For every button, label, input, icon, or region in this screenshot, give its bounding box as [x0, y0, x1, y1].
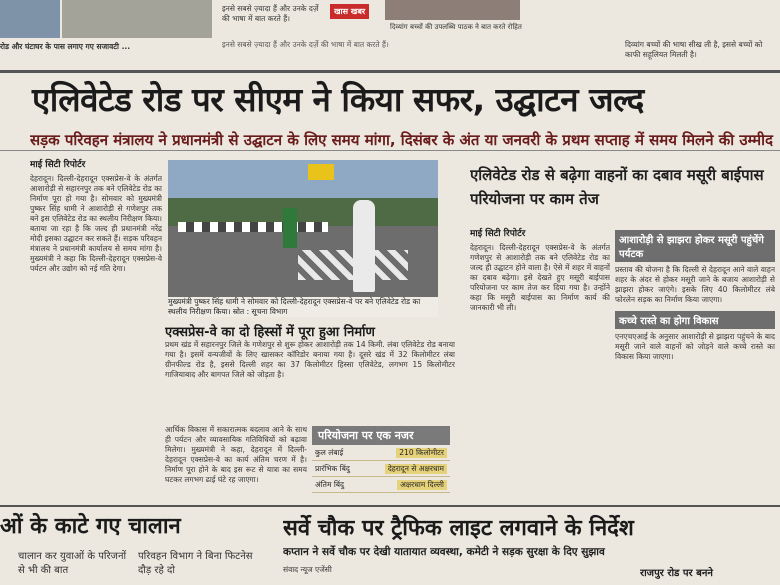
top-left-line: रोड और घंटाघर के पास लगाए गए सजावटी ...: [0, 42, 131, 51]
project-table: [312, 445, 450, 493]
left-body: देहरादून। दिल्ली-देहरादून एक्सप्रेस-वे के अंतर्गत आशारोड़ी से सहारनपुर तक बने एलिवेटेड रोड का निर्माण पूरा हो गया है। सोमवार को मुख्यमंत्री पुष्कर सिंह धामी ने आशारोड़ी से गणेशपुर तक बने इस एलिवेटेड रोड का स्थलीय निरीक्षण किया। बताया जा रहा है कि जल्द ही प्रधानमंत्री नरेंद्र मोदी इसका उद्घाटन कर सकते हैं। सड़क परिवहन मंत्रालय ने प्रधानमंत्री कार्यालय से समय मांगा है। मुख्यमंत्री ने कहा कि दिल्ली-देहरादून एक्सप्रेस-वे पर्यटन और उद्योग को नई गति देगा।: [30, 174, 162, 273]
right-box: [615, 230, 775, 500]
table-row: कुल लंबाई 210 किलोमीटर: [312, 445, 450, 461]
top-mid-snippet: इनसे सबसे ज़्यादा हैं और उनके दर्ज़े की भाषा में बात करते हैं।: [222, 4, 319, 23]
cm-inspection-photo: [168, 160, 438, 310]
bottom-right-headline: सर्वे चौक पर ट्रैफिक लाइट लगवाने के निर्देश: [283, 516, 634, 541]
table-row: प्रारंभिक बिंदु देहरादून से अक्षरधाम: [312, 461, 450, 477]
bottom-right-byline: संवाद न्यूज एजेंसी: [283, 565, 332, 574]
main-headline: एलिवेटेड रोड पर सीएम ने किया सफर, उद्घाटन जल्द: [32, 80, 644, 119]
project-box-title: परियोजना पर एक नजर: [312, 426, 450, 445]
section3-body: आर्थिक विकास में सकारात्मक बदलाव आने के साथ ही पर्यटन और व्यावसायिक गतिविधियों को बढ़ावा मिलेगा। मुख्यमंत्री ने कहा, देहरादून में दिल्ली-देहरादून एक्सप्रेस-वे का कार्य अंतिम चरण में है। निर्माण पूरा होने के बाद इस रूट से यात्रा का समय घटकर लगभग ढाई घंटे रह जाएगा।: [165, 425, 307, 484]
bottom-left-sub1: चालान कर युवाओं के परिजनों से भी की बात: [18, 551, 127, 576]
top-right-snippet: दिव्यांग बच्चों की भाषा सीख ली है, इससे बच्चों को काफी सहूलियत मिलती है।: [625, 40, 763, 59]
road-barrier: [178, 222, 328, 232]
khas-khabar-tag: खास खबर: [330, 4, 369, 19]
top-photo: [385, 0, 520, 20]
top-divider: [0, 70, 780, 73]
right-box2-head: कच्चे रास्ते का होगा विकास: [615, 311, 775, 329]
section2-body: प्रथम खंड में सहारनपुर जिले के गणेशपुर से शुरू होकर आशारोड़ी तक 14 किमी. लंबा एलिवेटेड रोड बनाया गया है। इसमें वन्यजीवों के लिए खासकर कॉरिडोर बनाया गया है। दूसरे खंड में 32 किलोमीटर लंबा ग्रीनफील्ड रोड है, इससे दिल्ली शहर का 37 किलोमीटर हिस्सा एलिवेटेड, लगभग 15 किलोमीटर गाजियाबाद और बागपत जिले को जोड़ता है।: [165, 340, 455, 379]
section2-headline: एक्सप्रेस-वे का दो हिस्सों में पूरा हुआ निर्माण: [165, 325, 375, 340]
top-thumb-1: [0, 0, 60, 38]
bottom-divider: [0, 505, 780, 507]
yellow-sign: [308, 164, 334, 180]
left-byline: माई सिटी रिपोर्टर: [30, 160, 86, 170]
green-pillar: [283, 208, 297, 248]
right-box-head: आशारोड़ी से झाझरा होकर मसूरी पहुंचेंगे पर्यटक: [615, 230, 775, 262]
left-column: [30, 157, 162, 497]
top-col-texts: इनसे सबसे ज़्यादा हैं और उनके दर्ज़े की भाषा में बात करते हैं।: [222, 40, 389, 49]
bottom-right-next: राजपुर रोड पर बनने: [640, 568, 713, 579]
bottom-right-sub: कप्तान ने सर्वे चौक पर देखी यातायात व्यवस्था, कमेटी ने सड़क सुरक्षा के दिए सुझाव: [283, 546, 605, 558]
right-headline: एलिवेटेड रोड से बढ़ेगा वाहनों का दबाव मसूरी बाईपास परियोजना पर काम तेज: [470, 166, 764, 208]
top-left-snippet: [0, 42, 210, 64]
right-box-body: प्रस्ताव की योजना है कि दिल्ली से देहरादून आने वाले वाहन शहर के अंदर से होकर मसूरी जाने के बजाय आशारोड़ी से झाझरा होकर जाएंगे। इसके लिए 40 किलोमीटर लंबे फोरलेन सड़क का निर्माण किया जाएगा।: [615, 265, 775, 304]
right-box2-body: एनएचएआई के अनुसार आशारोड़ी से झाझरा पहुंचने के बाद मसूरी जाने वाले वाहनों को जोड़ने वाले कच्चे रास्ते का विकास किया जाएगा।: [615, 332, 775, 361]
bottom-left-sub2: परिवहन विभाग ने बिना फिटनेस दौड़ रहे दो: [138, 551, 253, 576]
main-subhead: सड़क परिवहन मंत्रालय ने प्रधानमंत्री से उद्घाटन के लिए समय मांगा, दिसंबर के अंत या जनवरी के प्रथम सप्ताह में समय मिलने की उम्मीद: [30, 131, 773, 149]
photo-caption: मुख्यमंत्री पुष्कर सिंह धामी ने सोमवार को दिल्ली-देहरादून एक्सप्रेस-वे पर बने एलिवेटेड रोड का स्थलीय निरीक्षण किया। स्रोत : सूचना विभाग: [168, 297, 438, 317]
top-thumb-2: [62, 0, 212, 38]
person-figure: [353, 200, 375, 292]
right-byline: माई सिटी रिपोर्टर: [470, 229, 526, 239]
top-mid-caption: दिव्यांग बच्चों की उपलब्धि पाठक ने बात करते रोहित: [390, 23, 522, 31]
table-row: अंतिम बिंदु अक्षरधाम दिल्ली: [312, 477, 450, 493]
subhead-divider: [0, 150, 780, 151]
right-body: देहरादून। दिल्ली-देहरादून एक्सप्रेस-वे के अंतर्गत गणेशपुर से आशारोड़ी तक बने एलिवेटेड रोड का जल्द ही उद्घाटन होने वाला है। ऐसे में शहर में वाहनों का दबाव बढ़ेगा। इसे देखते हुए मसूरी बाईपास परियोजना पर काम तेज कर दिया गया है। उन्होंने कहा कि मसूरी बाईपास का निर्माण कार्य की जानकारी भी ली।: [470, 243, 610, 312]
right-column: [470, 226, 610, 496]
bottom-left-headline: ओं के काटे गए चालान: [0, 514, 181, 539]
